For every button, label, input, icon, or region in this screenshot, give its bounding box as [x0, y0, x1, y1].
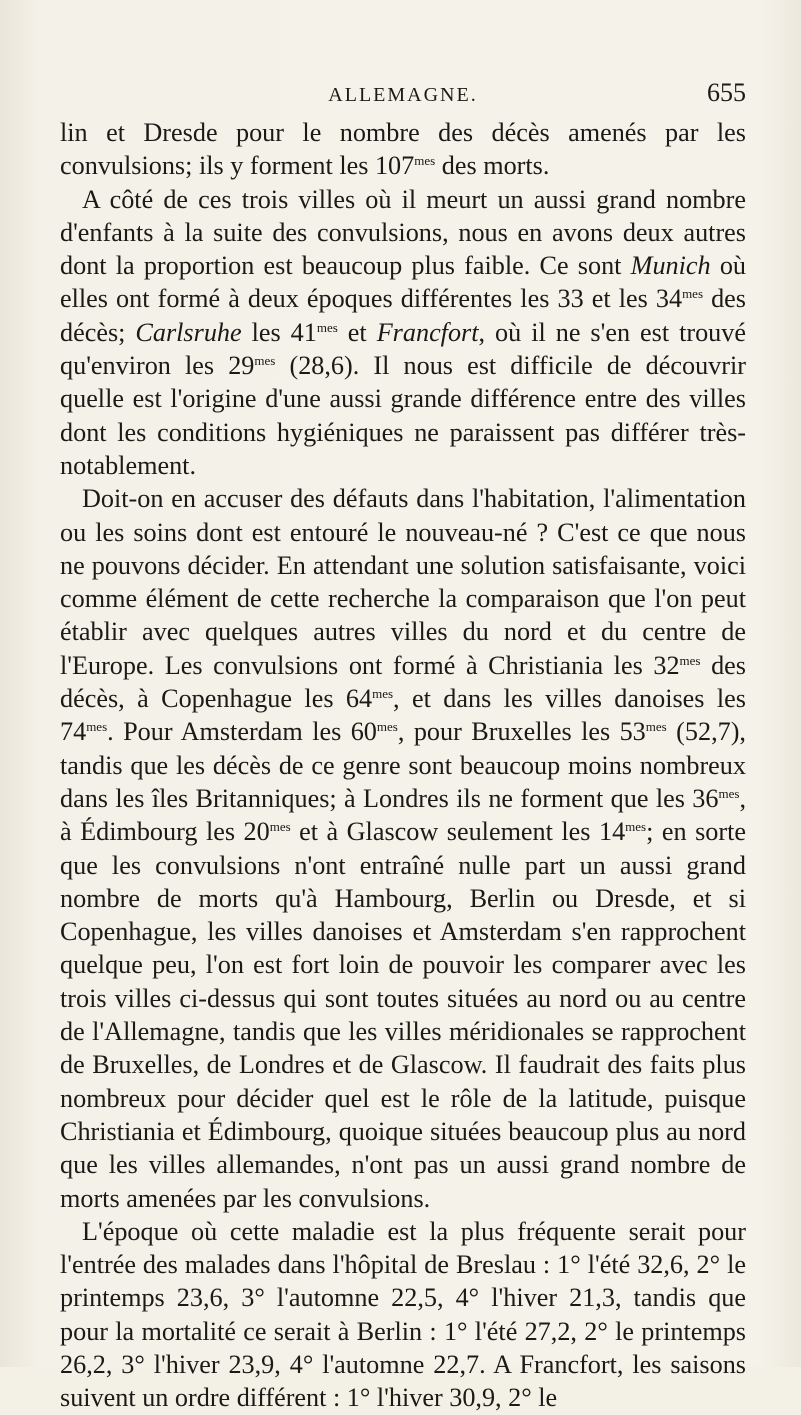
- text-run: et à Glascow seulement les 14: [290, 817, 626, 847]
- text-run: (52,7), tandis que les décès de ce genre sont beaucoup moins nombreux dans les îles Britanniques; à Londres ils ne forment que les 36: [60, 717, 746, 813]
- text-run: les 41: [241, 317, 317, 347]
- text-run: des morts.: [435, 151, 550, 181]
- city-name: Munich: [630, 251, 711, 281]
- ordinal-suffix: mes: [372, 686, 394, 702]
- text-run: lin et Dresde pour le nombre des décès amenés par les convulsions; ils y forment les 107: [60, 118, 746, 181]
- text-run: ; en sorte que les convulsions n'ont entraîné nulle part un aussi grand nombre de morts qu'à Hambourg, Berlin ou Dresde, et si Copenhague, les villes danoises et Amsterdam s'en rapprochent quelque peu, l'on est fort loin de pouvoir les comparer avec les trois villes ci-dessus qui sont toutes situées au nord ou au centre de l'Allemagne, tandis que les villes méridionales se rapprochent de Bruxelles, de Londres et de Glascow. Il faudrait des faits plus nombreux pour décider quel est le rôle de la latitude, puisque Christiania et Édimbourg, quoique situées beaucoup plus au nord que les villes allemandes, n'ont pas un aussi grand nombre de morts amenées par les convulsions.: [60, 817, 746, 1213]
- text-run: Doit-on en accuser des défauts dans l'habitation, l'alimentation ou les soins dont est entouré le nouveau-né ? C'est ce que nous ne pouvons décider. En attendant une solution satisfaisante, voici comme élément de cette recherche la comparaison que l'on peut établir avec quelques autres villes du nord et du centre de l'Europe. Les convulsions ont formé à Christiania les 32: [60, 484, 746, 680]
- running-head: ALLEMAGNE.: [328, 84, 478, 106]
- text-run: A côté de ces trois villes où il meurt un aussi grand nombre d'enfants à la suite des convulsions, nous en avons deux autres dont la proportion est beaucoup plus faible. Ce sont: [60, 184, 746, 281]
- city-name: Francfort: [376, 317, 479, 347]
- text-run: , pour Bruxelles les 53: [397, 717, 646, 747]
- paragraph-munich: [60, 183, 746, 483]
- ordinal-suffix: mes: [414, 153, 436, 169]
- ordinal-suffix: mes: [316, 319, 338, 335]
- ordinal-suffix: mes: [679, 652, 701, 668]
- page-header: [60, 78, 746, 112]
- text-run: , où il ne s'en est trouvé qu'environ les 29: [60, 317, 746, 381]
- text-run: , et dans les villes danoises les 74: [60, 684, 746, 747]
- text-run: . Pour Amsterdam les 60: [107, 717, 377, 747]
- paragraph-comparison: [60, 482, 746, 1215]
- body-text: [60, 116, 746, 1415]
- text-run: et: [337, 317, 377, 347]
- ordinal-suffix: mes: [376, 719, 398, 735]
- ordinal-suffix: mes: [718, 785, 740, 801]
- text-run: des décès;: [60, 284, 746, 347]
- paragraph-continuation: [60, 116, 746, 183]
- text-run: des décès, à Copenhague les 64: [60, 650, 746, 714]
- page-number: 655: [707, 78, 746, 107]
- text-run: , à Édimbourg les 20: [60, 783, 746, 847]
- ordinal-suffix: mes: [682, 286, 704, 302]
- ordinal-suffix: mes: [645, 719, 667, 735]
- text-run: où elles ont formé à deux époques différentes les 33 et les 34: [60, 251, 747, 314]
- ordinal-suffix: mes: [625, 819, 647, 835]
- text-run: (28,6). Il nous est difficile de découvrir quelle est l'origine d'une aussi grande différence entre des villes dont les conditions hygiéniques ne paraissent pas différer très-notablement.: [60, 351, 746, 480]
- ordinal-suffix: mes: [269, 819, 291, 835]
- ordinal-suffix: mes: [254, 353, 276, 369]
- paragraph-seasons: [60, 1215, 746, 1415]
- city-name: Carlsruhe: [135, 317, 242, 347]
- text-run: L'époque où cette maladie est la plus fréquente serait pour l'entrée des malades dans l'hôpital de Breslau : 1° l'été 32,6, 2° le printemps 23,6, 3° l'automne 22,5, 4° l'hiver 21,3, tandis que pour la mortalité ce serait à Berlin : 1° l'été 27,2, 2° le printemps 26,2, 3° l'hiver 23,9, 4° l'automne 22,7. A Francfort, les saisons suivent un ordre différent : 1° l'hiver 30,9, 2° le: [60, 1216, 746, 1413]
- ordinal-suffix: mes: [86, 719, 108, 735]
